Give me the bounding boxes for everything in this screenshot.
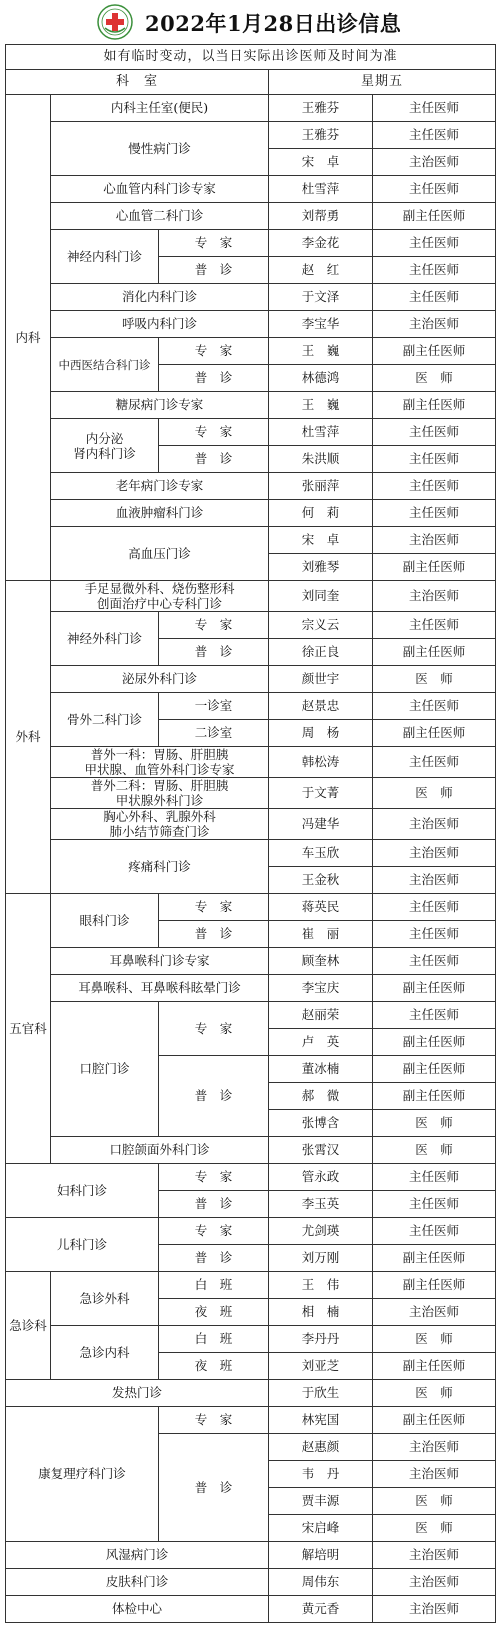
dept-cell: 神经内科门诊: [51, 230, 159, 284]
doctor-cell: 张霄汉: [269, 1137, 373, 1164]
title-cell: 副主任医师: [373, 1245, 496, 1272]
doctor-cell: 刘帮勇: [269, 203, 373, 230]
sub-cell: 普 诊: [159, 365, 269, 392]
title-cell: 主治医师: [373, 581, 496, 612]
dept-cell: [51, 747, 269, 778]
dept-cell: 消化内科门诊: [51, 284, 269, 311]
title-cell: 主治医师: [373, 527, 496, 554]
dept-cell: 血液肿瘤科门诊: [51, 500, 269, 527]
dept-cell: 急诊外科: [51, 1272, 159, 1326]
title-cell: 主任医师: [373, 284, 496, 311]
title-cell: 主治医师: [373, 311, 496, 338]
dept-line: 甲状腺、血管外科门诊专家: [84, 762, 235, 777]
dept-cell: 康复理疗科门诊: [6, 1407, 159, 1542]
table-row: [6, 1164, 496, 1191]
title-cell: 主任医师: [373, 446, 496, 473]
notice-text: 如有临时变动，以当日实际出诊医师及时间为准: [6, 45, 496, 70]
doctor-cell: 王金秋: [269, 867, 373, 894]
sub-cell: 夜 班: [159, 1299, 269, 1326]
header-day: 星期五: [269, 70, 496, 95]
title-cell: 主治医师: [373, 149, 496, 176]
doctor-cell: 赵景忠: [269, 693, 373, 720]
title-cell: 医 师: [373, 1515, 496, 1542]
dept-cell: 内科主任室(便民): [51, 95, 269, 122]
table-row: [6, 840, 496, 867]
dept-cell: 神经外科门诊: [51, 612, 159, 666]
sub-cell: 普 诊: [159, 921, 269, 948]
dept-cell: 体检中心: [6, 1596, 269, 1623]
title-cell: 医 师: [373, 1380, 496, 1407]
dept-line: 胸心外科、乳腺外科: [103, 809, 216, 824]
notice-row: [6, 45, 496, 70]
title-cell: 主任医师: [373, 1002, 496, 1029]
title-cell: 主任医师: [373, 1191, 496, 1218]
doctor-cell: 于欣生: [269, 1380, 373, 1407]
dept-cell: 心血管二科门诊: [51, 203, 269, 230]
table-row: [6, 338, 496, 365]
dept-cell: 口腔门诊: [51, 1002, 159, 1137]
doctor-cell: 周 杨: [269, 720, 373, 747]
table-row: [6, 284, 496, 311]
doctor-cell: 崔 丽: [269, 921, 373, 948]
dept-line: 普外一科：胃肠、肝胆胰: [90, 747, 229, 762]
sub-cell: 白 班: [159, 1326, 269, 1353]
title-cell: 医 师: [373, 365, 496, 392]
doctor-cell: 王 巍: [269, 392, 373, 419]
doctor-cell: 王 伟: [269, 1272, 373, 1299]
table-row: [6, 1137, 496, 1164]
sub-cell: 专 家: [159, 1002, 269, 1056]
title-cell: 主任医师: [373, 1218, 496, 1245]
dept-cell: 糖尿病门诊专家: [51, 392, 269, 419]
sub-cell: 一诊室: [159, 693, 269, 720]
table-row: [6, 1596, 496, 1623]
sub-cell: 专 家: [159, 419, 269, 446]
group-label: 五官科: [6, 894, 51, 1164]
table-row: [6, 693, 496, 720]
table-row: [6, 747, 496, 778]
dept-cell: 高血压门诊: [51, 527, 269, 581]
title-cell: 主任医师: [373, 230, 496, 257]
table-row: [6, 894, 496, 921]
dept-line: 手足显微外科、烧伤整形科: [84, 581, 235, 596]
doctor-cell: 李玉英: [269, 1191, 373, 1218]
title-cell: 医 师: [373, 778, 496, 809]
dept-cell: 中西医结合科门诊: [51, 338, 159, 392]
title-cell: 副主任医师: [373, 1407, 496, 1434]
dept-line: 内分泌: [85, 430, 124, 446]
table-row: [6, 1407, 496, 1434]
group-label: 内科: [6, 95, 51, 581]
table-row: [6, 230, 496, 257]
dept-cell: 发热门诊: [6, 1380, 269, 1407]
doctor-cell: 赵丽荣: [269, 1002, 373, 1029]
title-cell: 主治医师: [373, 809, 496, 840]
dept-cell: [51, 809, 269, 840]
doctor-cell: 刘万刚: [269, 1245, 373, 1272]
doctor-cell: 李宝庆: [269, 975, 373, 1002]
sub-cell: 专 家: [159, 1407, 269, 1434]
dept-cell: 眼科门诊: [51, 894, 159, 948]
doctor-cell: 张博含: [269, 1110, 373, 1137]
doctor-cell: 赵惠颜: [269, 1434, 373, 1461]
doctor-cell: 杜雪萍: [269, 176, 373, 203]
doctor-cell: 解培明: [269, 1542, 373, 1569]
doctor-cell: 车玉欣: [269, 840, 373, 867]
table-row: [6, 666, 496, 693]
title-cell: 副主任医师: [373, 1272, 496, 1299]
title-cell: 医 师: [373, 1110, 496, 1137]
dept-cell: 老年病门诊专家: [51, 473, 269, 500]
sub-cell: 普 诊: [159, 446, 269, 473]
dept-cell: 妇科门诊: [6, 1164, 159, 1218]
doctor-cell: 韦 丹: [269, 1461, 373, 1488]
title-cell: 副主任医师: [373, 1353, 496, 1380]
doctor-cell: 董冰楠: [269, 1056, 373, 1083]
doctor-cell: 尤剑瑛: [269, 1218, 373, 1245]
title-cell: 主任医师: [373, 747, 496, 778]
sub-cell: 普 诊: [159, 1191, 269, 1218]
dept-cell: 泌尿外科门诊: [51, 666, 269, 693]
doctor-cell: 宋启峰: [269, 1515, 373, 1542]
table-row: [6, 311, 496, 338]
doctor-cell: 管永政: [269, 1164, 373, 1191]
doctor-cell: 刘亚芝: [269, 1353, 373, 1380]
title-cell: 主治医师: [373, 867, 496, 894]
title-cell: 主任医师: [373, 95, 496, 122]
header-row: [6, 70, 496, 95]
doctor-cell: 顾奎林: [269, 948, 373, 975]
doctor-cell: 周伟东: [269, 1569, 373, 1596]
table-row: [6, 581, 496, 612]
title-cell: 医 师: [373, 666, 496, 693]
hospital-logo-icon: [97, 4, 133, 40]
doctor-cell: 颜世宇: [269, 666, 373, 693]
dept-cell: 心血管内科门诊专家: [51, 176, 269, 203]
dept-cell: 急诊内科: [51, 1326, 159, 1380]
table-row: [6, 500, 496, 527]
table-row: [6, 1380, 496, 1407]
table-row: [6, 1326, 496, 1353]
title-cell: 主任医师: [373, 921, 496, 948]
dept-line: 肺小结节筛查门诊: [109, 824, 210, 839]
title-cell: 主任医师: [373, 419, 496, 446]
doctor-cell: 韩松涛: [269, 747, 373, 778]
doctor-cell: 黄元香: [269, 1596, 373, 1623]
table-row: [6, 612, 496, 639]
title-cell: 医 师: [373, 1326, 496, 1353]
doctor-cell: 贾丰源: [269, 1488, 373, 1515]
table-row: [6, 122, 496, 149]
doctor-cell: 朱洪顺: [269, 446, 373, 473]
doctor-cell: 于文菁: [269, 778, 373, 809]
sub-cell: 普 诊: [159, 1434, 269, 1542]
table-row: [6, 1542, 496, 1569]
doctor-cell: 张丽萍: [269, 473, 373, 500]
doctor-cell: 于文泽: [269, 284, 373, 311]
dept-cell: 呼吸内科门诊: [51, 311, 269, 338]
sub-cell: 专 家: [159, 612, 269, 639]
table-row: [6, 203, 496, 230]
title-cell: 主治医师: [373, 1299, 496, 1326]
table-row: [6, 809, 496, 840]
title-cell: 副主任医师: [373, 392, 496, 419]
dept-line: 普外二科：胃肠、肝胆胰: [90, 778, 229, 793]
title-cell: 副主任医师: [373, 338, 496, 365]
title-cell: 副主任医师: [373, 554, 496, 581]
dept-line: 甲状腺外科门诊: [115, 793, 204, 808]
sub-cell: 专 家: [159, 1218, 269, 1245]
dept-cell: 皮肤科门诊: [6, 1569, 269, 1596]
schedule-table: [5, 44, 496, 1623]
dept-line: 创面治疗中心专科门诊: [96, 596, 222, 611]
title-cell: 副主任医师: [373, 639, 496, 666]
sub-cell: 二诊室: [159, 720, 269, 747]
title-cell: 主任医师: [373, 894, 496, 921]
doctor-cell: 刘同奎: [269, 581, 373, 612]
sub-cell: 专 家: [159, 338, 269, 365]
doctor-cell: 郝 微: [269, 1083, 373, 1110]
table-row: [6, 1002, 496, 1029]
table-row: [6, 176, 496, 203]
dept-cell: 儿科门诊: [6, 1218, 159, 1272]
page-header: [0, 0, 500, 44]
doctor-cell: 王雅芬: [269, 95, 373, 122]
title-cell: 副主任医师: [373, 1083, 496, 1110]
dept-cell: [51, 778, 269, 809]
title-cell: 主任医师: [373, 257, 496, 284]
dept-cell: 口腔颌面外科门诊: [51, 1137, 269, 1164]
title-cell: 主任医师: [373, 500, 496, 527]
doctor-cell: 宗义云: [269, 612, 373, 639]
dept-cell: 风湿病门诊: [6, 1542, 269, 1569]
dept-cell: [51, 419, 159, 473]
sub-cell: 专 家: [159, 894, 269, 921]
table-row: [6, 419, 496, 446]
dept-cell: 耳鼻喉科门诊专家: [51, 948, 269, 975]
sub-cell: 白 班: [159, 1272, 269, 1299]
dept-line: 肾内科门诊: [73, 445, 136, 461]
title-cell: 主治医师: [373, 1596, 496, 1623]
table-row: [6, 473, 496, 500]
dept-cell: 耳鼻喉科、耳鼻喉科眩晕门诊: [51, 975, 269, 1002]
dept-cell: 疼痛科门诊: [51, 840, 269, 894]
doctor-cell: 王 巍: [269, 338, 373, 365]
group-label: 外科: [6, 581, 51, 894]
table-row: [6, 527, 496, 554]
sub-cell: 夜 班: [159, 1353, 269, 1380]
group-label: 急诊科: [6, 1272, 51, 1380]
title-cell: 医 师: [373, 1137, 496, 1164]
title-cell: 医 师: [373, 1488, 496, 1515]
table-row: [6, 1569, 496, 1596]
title-cell: 副主任医师: [373, 203, 496, 230]
doctor-cell: 李丹丹: [269, 1326, 373, 1353]
doctor-cell: 蒋英民: [269, 894, 373, 921]
sub-cell: 专 家: [159, 230, 269, 257]
title-cell: 主任医师: [373, 1164, 496, 1191]
title-cell: 副主任医师: [373, 720, 496, 747]
table-row: [6, 1272, 496, 1299]
doctor-cell: 宋 卓: [269, 149, 373, 176]
doctor-cell: 徐正良: [269, 639, 373, 666]
table-row: [6, 778, 496, 809]
title-cell: 主任医师: [373, 693, 496, 720]
doctor-cell: 林宪国: [269, 1407, 373, 1434]
doctor-cell: 林德鸿: [269, 365, 373, 392]
doctor-cell: 李金花: [269, 230, 373, 257]
doctor-cell: 杜雪萍: [269, 419, 373, 446]
sub-cell: 普 诊: [159, 1245, 269, 1272]
title-cell: 主任医师: [373, 948, 496, 975]
title-cell: 副主任医师: [373, 1029, 496, 1056]
doctor-cell: 刘雅琴: [269, 554, 373, 581]
doctor-cell: 冯建华: [269, 809, 373, 840]
title-cell: 主治医师: [373, 1461, 496, 1488]
sub-cell: 普 诊: [159, 1056, 269, 1137]
table-row: [6, 975, 496, 1002]
title-cell: 主任医师: [373, 122, 496, 149]
title-cell: 主治医师: [373, 1569, 496, 1596]
title-cell: 副主任医师: [373, 975, 496, 1002]
doctor-cell: 王雅芬: [269, 122, 373, 149]
title-cell: 主治医师: [373, 840, 496, 867]
dept-cell: 慢性病门诊: [51, 122, 269, 176]
table-row: [6, 95, 496, 122]
dept-cell: 骨外二科门诊: [51, 693, 159, 747]
table-row: [6, 1218, 496, 1245]
sub-cell: 专 家: [159, 1164, 269, 1191]
sub-cell: 普 诊: [159, 639, 269, 666]
table-row: [6, 392, 496, 419]
title-cell: 副主任医师: [373, 1056, 496, 1083]
dept-cell: [51, 581, 269, 612]
title-cell: 主任医师: [373, 612, 496, 639]
page-title: 2022年1月28日出诊信息: [145, 11, 402, 36]
title-cell: 主任医师: [373, 176, 496, 203]
doctor-cell: 何 莉: [269, 500, 373, 527]
title-cell: 主治医师: [373, 1434, 496, 1461]
doctor-cell: 相 楠: [269, 1299, 373, 1326]
doctor-cell: 李宝华: [269, 311, 373, 338]
title-cell: 主任医师: [373, 473, 496, 500]
title-cell: 主治医师: [373, 1542, 496, 1569]
header-dept: 科 室: [6, 70, 269, 95]
table-row: [6, 948, 496, 975]
sub-cell: 普 诊: [159, 257, 269, 284]
doctor-cell: 赵 红: [269, 257, 373, 284]
doctor-cell: 卢 英: [269, 1029, 373, 1056]
doctor-cell: 宋 卓: [269, 527, 373, 554]
